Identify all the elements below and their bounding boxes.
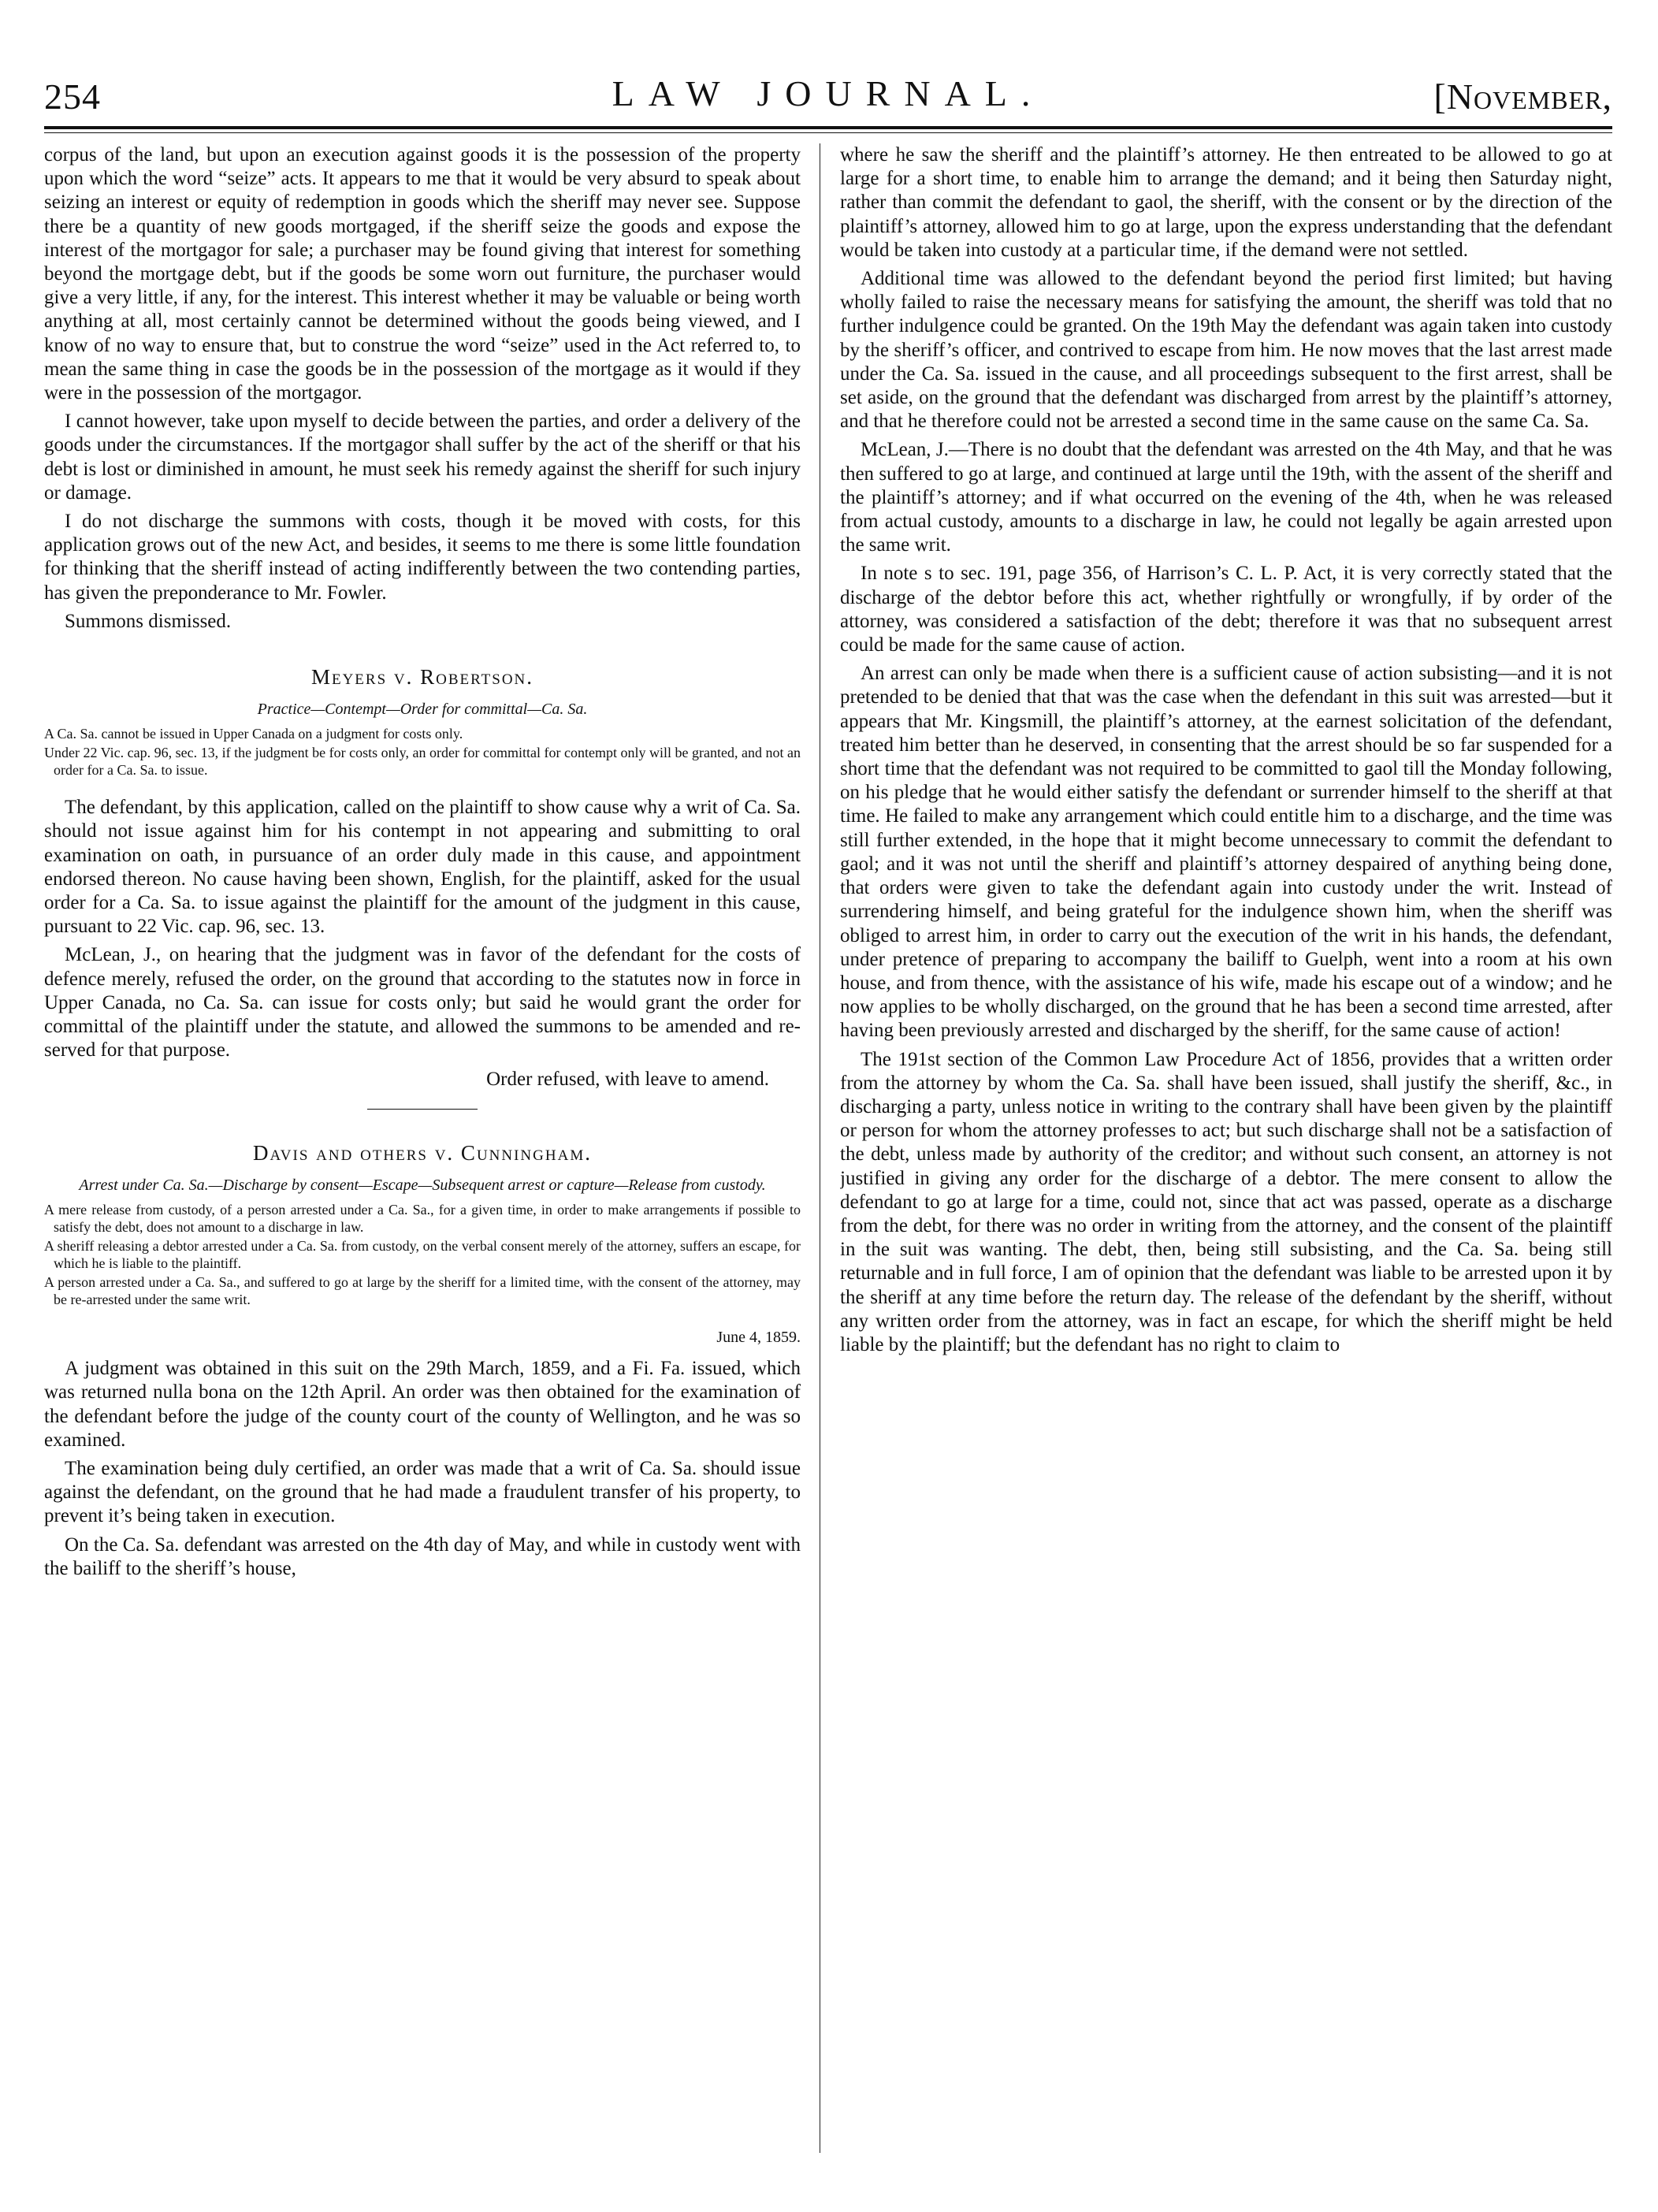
paragraph: Additional time was allowed to the defendant beyond the period first limited; but having wholly failed to raise the necessary means for satisfying the amount, the sheriff was told that no further indulgence could be granted. On the 19th May the defendant was again taken into custody by the sheriff’s officer, and contrived to escape from him. He now moves that the last arrest made under the Ca. Sa. issued in the cause, and all proceedings subsequent to the first arrest, shall be set aside, on the ground that the defendant was discharged from arrest by the plaintiff’s attorney, and that he therefore could not be arrested a second time in the same cause on the same Ca. Sa. <box>840 268 1612 433</box>
paragraph: On the Ca. Sa. defendant was arrested on the 4th day of May, and while in custody went with the bailiff to the sheriff’s house, <box>44 1534 801 1579</box>
headnote: A Ca. Sa. cannot be issued in Upper Canada on a judgment for costs only. <box>44 726 463 742</box>
case-date: June 4, 1859. <box>716 1328 801 1346</box>
issue-month: [November, <box>1433 76 1612 117</box>
case-title: Davis and others v. Cunningham. <box>253 1140 592 1165</box>
headnote: A sheriff releasing a debtor arrested under a Ca. Sa. from custody, on the verbal consent merely of the attorney, suffers an escape, for which he is liable to the plaintiff. <box>44 1237 801 1271</box>
continued-paragraph: where he saw the sheriff and the plaintiff’s attorney. He then entreated to be allowed to go at large for a short time, to enable him to arrange the demand; and it being then Saturday night, rather than commit the defendant to gaol, the sheriff, with the consent or by the direction of the plaintiff’s attorney, allowed him to go at large, upon the express understanding that the defendant would be taken into custody at a particular time, if the demand were not settled. <box>840 144 1612 261</box>
paragraph: In note s to sec. 191, page 356, of Harrison’s C. L. P. Act, it is very correctly stated that the discharge of the debtor before this act, whether rightfully or wrongfully, if by order of the attorney, was considered a satisfaction of the debt; therefore it was that no subsequent arrest could be made for the same cause of action. <box>840 563 1612 656</box>
paragraph: The examination being duly certified, an order was made that a writ of Ca. Sa. should issue against the defendant, on the ground that he had made a fraudulent transfer of his property, to prevent it’s being taken in execution. <box>44 1457 801 1527</box>
headnote: A mere release from custody, of a person arrested under a Ca. Sa., for a given time, in order to make arrangements if possible to satisfy the debt, does not amount to a discharge in law. <box>44 1201 801 1235</box>
paragraph: I cannot however, take upon myself to decide between the parties, and order a delivery of the goods under the circumstances. If the mortgagor shall suffer by the act of the sheriff or that his debt is lost or diminished in amount, he must seek his remedy against the sheriff for such injury or damage. <box>44 411 801 504</box>
headnotes <box>44 725 801 779</box>
paragraph: An arrest can only be made when there is a sufficient cause of action subsisting—and it is not pretended to be denied that that was the case when the defendant in this suit was arrested—but it appears that Mr. Kingsmill, the plaintiff’s attorney, at the earnest solicitation of the defendant, treated him better than he deserved, in consenting that the arrest should be so far suspended for a short time that the defendant was not required to be committed to gaol till the Monday following, on his pledge that he would either satisfy the defendant or surrender himself to the sheriff at that time. He failed to make any arrangement which could entitle him to a discharge, and the time was still further extended, in the hope that it might become unnecessary to commit the defendant to gaol; and it was not until the sheriff and plaintiff’s attorney despaired of anything being done, that orders were given to take the defendant again into custody under the writ. Instead of surrendering himself, and being grateful for the indulgence shown him, when the sheriff was obliged to arrest him, in order to carry out the execution of the writ in his hands, the defendant, under pretence of preparing to accompany the bailiff to Guelph, went into a room at his own house, and from thence, with the assistance of his wife, made his escape out of a window; and he now applies to be wholly discharged, on the ground that he has been a second time arrested, after having been previously arrested and discharged by the sheriff, for the same cause of action! <box>840 663 1612 1042</box>
disposition: Order refused, with leave to amend. <box>486 1068 769 1090</box>
journal-title: LAW JOURNAL. <box>612 73 1045 113</box>
page-number: 254 <box>44 76 101 117</box>
ruling: Summons dismissed. <box>65 610 232 632</box>
paragraph: The 191st section of the Common Law Procedure Act of 1856, provides that a written order from the attorney by whom the Ca. Sa. shall have been issued, shall justify the sheriff, &c., in discharging a party, unless notice in writing to the contrary shall have been given by the plaintiff or person for whom the attorney professes to act; but such discharge shall not be a satisfaction of the debt, unless made by authority of the creditor; and without such consent, an attorney is not justified in giving any order for the discharge of a debtor. The mere consent to allow the defendant to go at large for a time, could not, since that act was passed, operate as a discharge from the debt, for there was no order in writing from the attorney, and the consent of the plaintiff in the suit was wanting. The debt, then, being still subsisting, and the Ca. Sa. being still returnable and in full force, I am of opinion that the defendant was liable to be arrested upon it by the sheriff at any time before the return day. The release of the defendant by the sheriff, without any written order from the attorney, was in fact an escape, for which the sheriff might be held liable by the plaintiff; but the defendant has no right to claim to <box>840 1048 1612 1355</box>
paragraph: The defendant, by this application, called on the plaintiff to show cause why a writ of Ca. Sa. should not issue against him for his contempt in not appearing and submitting to oral examination on oath, in pursuance of an order duly made in this cause, and appointment endorsed thereon. No cause having been shown, English, for the plaintiff, asked for the usual order for a Ca. Sa. to issue against the plaintiff for the amount of the judgment in this cause, pursuant to 22 Vic. cap. 96, sec. 13. <box>44 797 801 938</box>
headnote: Under 22 Vic. cap. 96, sec. 13, if the judgment be for costs only, an order for committal for contempt only will be granted, and not an order for a Ca. Sa. to issue. <box>44 745 801 779</box>
continued-paragraph: corpus of the land, but upon an execution against goods it is the possession of the property upon which the word “seize” acts. It appears to me that it would be very absurd to speak about seizing an interest or equity of redemption in goods which the sheriff may never see. Suppose there be a quantity of new goods mortgaged, if the sheriff seize the goods and expose the interest of the mortgagor for sale; a purchaser may be found giving that interest for something beyond the mortgage debt, but if the goods be some worn out furniture, the purchaser would give a very little, if any, for the interest. This interest whether it may be valuable or being worth anything at all, most certainly cannot be determined without the goods being viewed, and I know of no way to ensure that, but to construe the word “seize” used in the Act referred to, to mean the same thing in case the goods be in the possession of the mortgage as it would if they were in the possession of the mortgagor. <box>44 144 801 404</box>
headnotes <box>44 1201 801 1308</box>
paragraph: McLean, J.—There is no doubt that the defendant was arrested on the 4th May, and that he was then suffered to go at large, and continued at large until the 19th, with the assent of the sheriff and the plaintiff’s attorney; and if what occurred on the evening of the 4th, when he was released from actual custody, amounts to a discharge in law, he could not legally be again arrested upon the same writ. <box>840 439 1612 556</box>
left-column <box>44 143 801 2161</box>
right-column <box>840 143 1612 2161</box>
header-rule-thin <box>44 132 1612 133</box>
header-rule-thick <box>44 126 1612 129</box>
headnote: A person arrested under a Ca. Sa., and suffered to go at large by the sheriff for a limited time, with the consent of the attorney, may be re-arrested under the same writ. <box>44 1273 801 1307</box>
running-header <box>44 72 1612 123</box>
section-separator <box>367 1109 478 1110</box>
case-title: Meyers v. Robertson. <box>310 665 534 690</box>
catchwords: Practice—Contempt—Order for committal—Ca. Sa. <box>257 701 588 719</box>
paragraph: A judgment was obtained in this suit on the 29th March, 1859, and a Fi. Fa. issued, which was returned nulla bona on the 12th April. An order was then obtained for the examination of the defendant before the judge of the county court of the county of Wellington, and he was so examined. <box>44 1358 801 1451</box>
catchwords: Arrest under Ca. Sa.—Discharge by consent—Escape—Subsequent arrest or capture—Release from custody. <box>79 1176 766 1194</box>
paragraph: McLean, J., on hearing that the judgment was in favor of the defendant for the costs of defence merely, refused the order, on the ground that according to the statutes now in force in Upper Canada, no Ca. Sa. can issue for costs only; but said he would grant the order for committal of the plaintiff under the statute, and allowed the summons to be amended and re-served for that purpose. <box>44 944 801 1061</box>
paragraph: I do not discharge the summons with costs, though it be moved with costs, for this application grows out of the new Act, and besides, it seems to me there is some little foundation for thinking that the sheriff instead of acting indifferently between the two contending parties, has given the preponderance to Mr. Fowler. <box>44 511 801 604</box>
